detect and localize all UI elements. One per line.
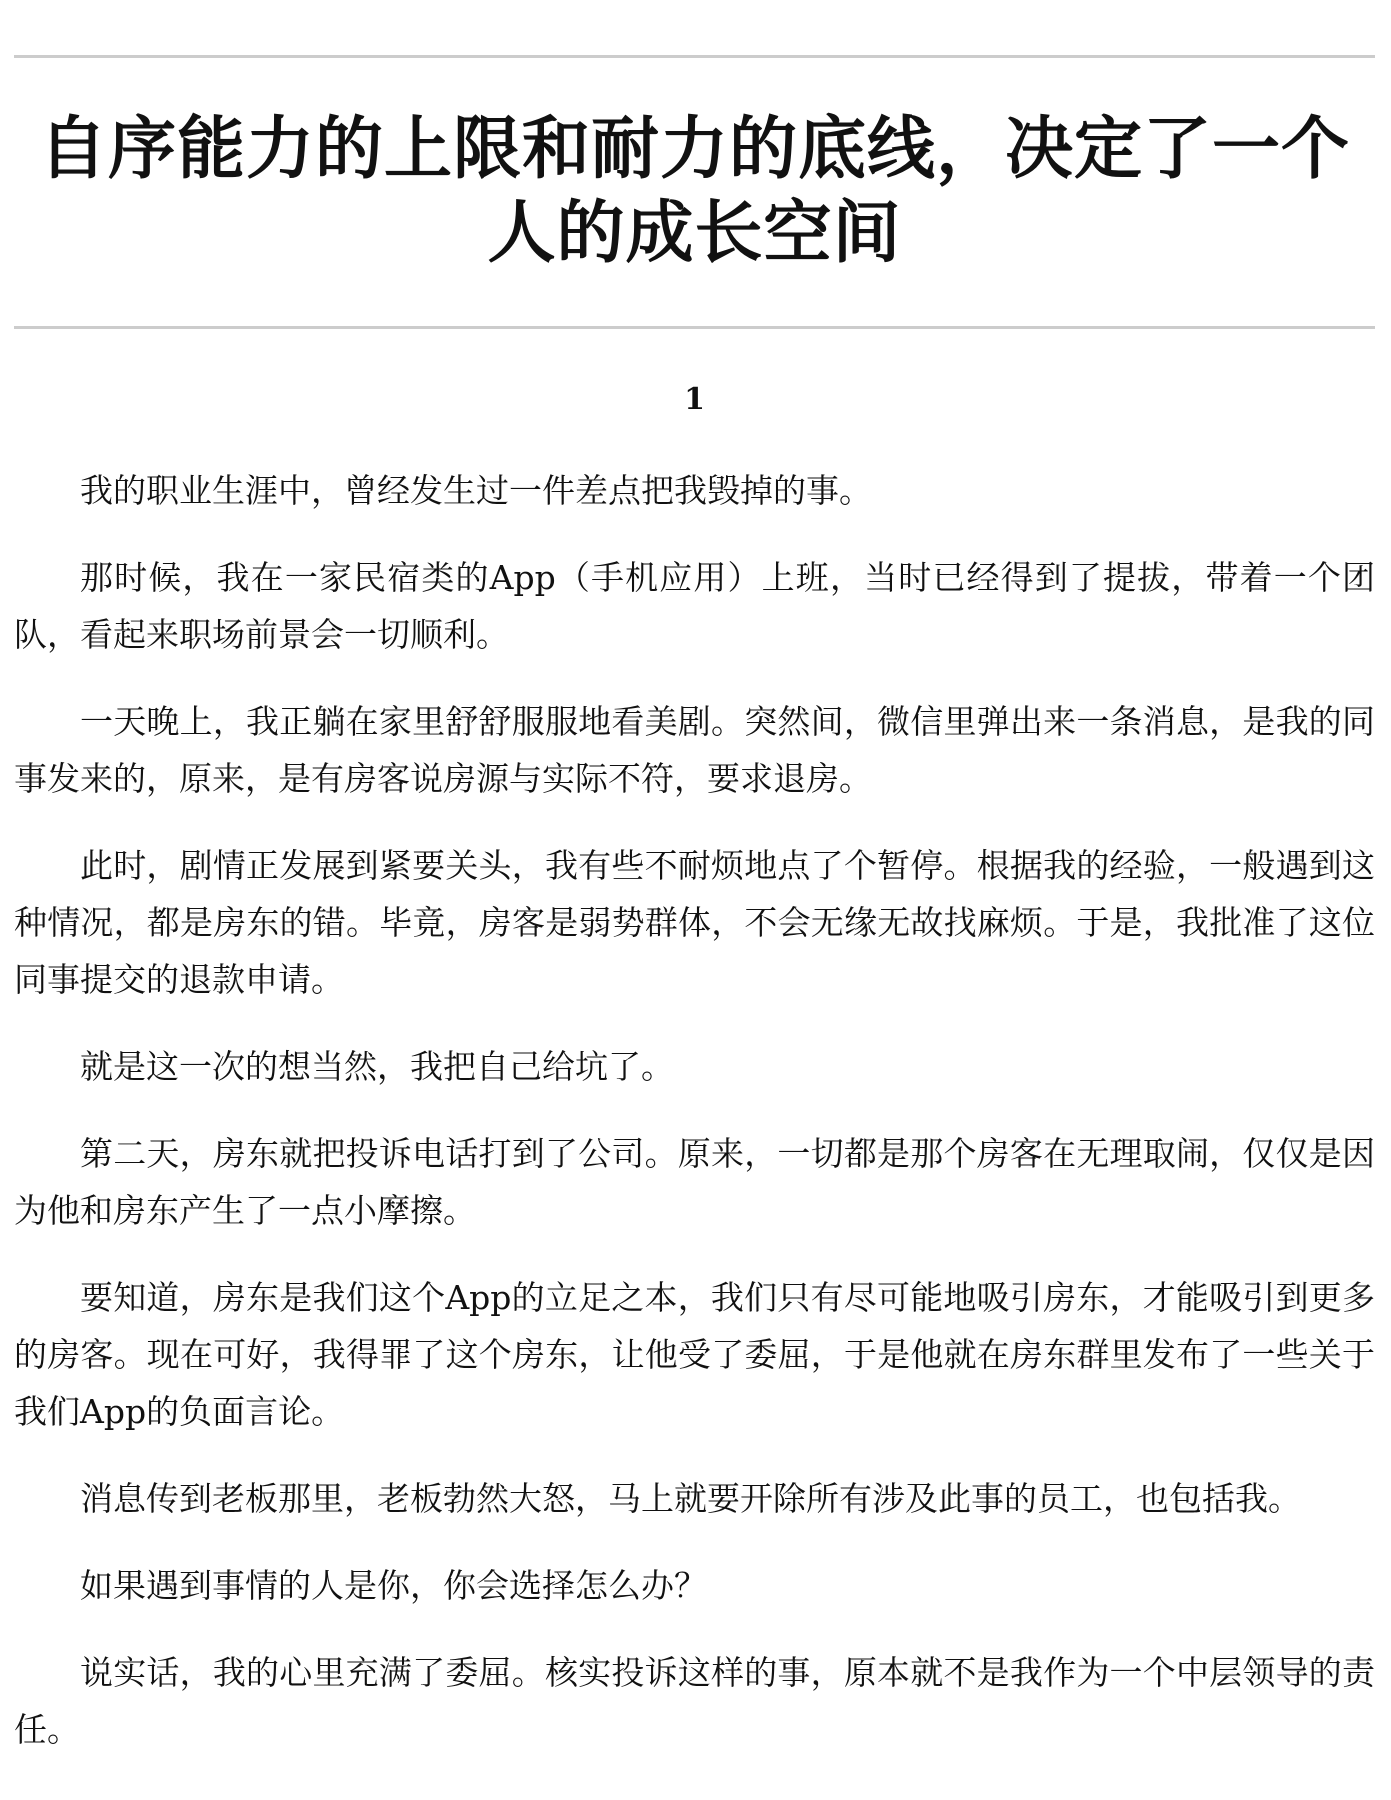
paragraph: 一天晚上，我正躺在家里舒舒服服地看美剧。突然间，微信里弹出来一条消息，是我的同事发来的，原来，是有房客说房源与实际不符，要求退房。 <box>14 702 1375 798</box>
section-number: 1 <box>684 382 705 417</box>
paragraph: 我的职业生涯中，曾经发生过一件差点把我毁掉的事。 <box>80 471 872 510</box>
paragraph: 那时候，我在一家民宿类的App（手机应用）上班，当时已经得到了提拔，带着一个团队，看起来职场前景会一切顺利。 <box>14 558 1375 654</box>
paragraph: 此时，剧情正发展到紧要关头，我有些不耐烦地点了个暂停。根据我的经验，一般遇到这种情况，都是房东的错。毕竟，房客是弱势群体，不会无缘无故找麻烦。于是，我批准了这位同事提交的退款申请。 <box>14 846 1375 999</box>
paragraph: 第二天，房东就把投诉电话打到了公司。原来，一切都是那个房客在无理取闹，仅仅是因为他和房东产生了一点小摩擦。 <box>14 1134 1375 1230</box>
paragraph: 就是这一次的想当然，我把自己给坑了。 <box>80 1047 674 1086</box>
paragraph: 消息传到老板那里，老板勃然大怒，马上就要开除所有涉及此事的员工，也包括我。 <box>80 1479 1301 1518</box>
paragraph: 要知道，房东是我们这个App的立足之本，我们只有尽可能地吸引房东，才能吸引到更多的房客。现在可好，我得罪了这个房东，让他受了委屈，于是他就在房东群里发布了一些关于我们App的负面言论。 <box>14 1278 1375 1431</box>
chapter-title: 自序能力的上限和耐力的底线，决定了一个人的成长空间 <box>38 110 1350 273</box>
body-text <box>14 462 1375 1788</box>
paragraph: 说实话，我的心里充满了委屈。核实投诉这样的事，原本就不是我作为一个中层领导的责任。 <box>14 1653 1375 1749</box>
title-bottom-divider <box>14 326 1375 329</box>
title-top-divider <box>14 55 1375 58</box>
paragraph: 如果遇到事情的人是你，你会选择怎么办？ <box>80 1566 707 1605</box>
